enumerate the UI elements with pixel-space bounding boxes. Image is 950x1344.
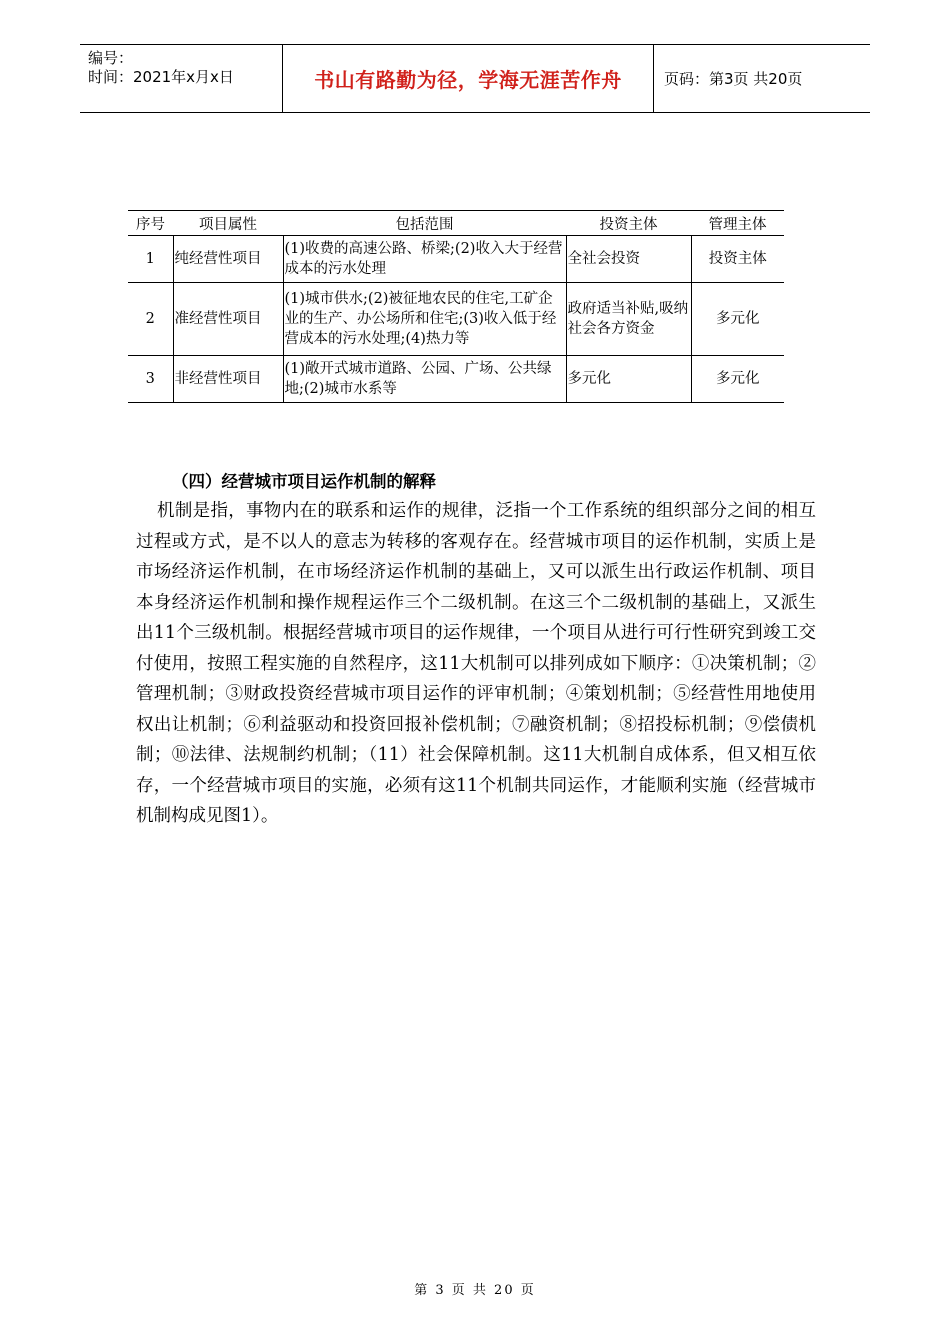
cell-attr: 非经营性项目 [173, 356, 283, 403]
cell-manager: 投资主体 [691, 236, 784, 283]
cell-investor: 全社会投资 [566, 236, 691, 283]
header-motto: 书山有路勤为径，学海无涯苦作舟 [282, 45, 654, 112]
header-meta [80, 45, 282, 112]
cell-scope: (1)城市供水;(2)被征地农民的住宅,工矿企业的生产、办公场所和住宅;(3)收入低于经营成本的污水处理;(4)热力等 [283, 283, 566, 356]
table-row [128, 283, 784, 356]
cell-investor: 多元化 [566, 356, 691, 403]
cell-scope: (1)收费的高速公路、桥梁;(2)收入大于经营成本的污水处理 [283, 236, 566, 283]
table-row [128, 236, 784, 283]
header-time-label: 时间：2021年x月x日 [88, 68, 234, 86]
table-header-row [128, 211, 784, 236]
page-footer: 第 3 页 共 20 页 [414, 1283, 536, 1298]
project-attribute-table [128, 210, 784, 403]
cell-scope: (1)敞开式城市道路、公园、广场、公共绿地;(2)城市水系等 [283, 356, 566, 403]
column-header-manager: 管理主体 [691, 211, 784, 236]
cell-investor: 政府适当补贴,吸纳社会各方资金 [566, 283, 691, 356]
header-page-label: 页码：第3页 共20页 [664, 70, 803, 88]
cell-no: 3 [128, 356, 173, 403]
cell-no: 2 [128, 283, 173, 356]
cell-no: 1 [128, 236, 173, 283]
table-row [128, 356, 784, 403]
column-header-scope: 包括范围 [283, 211, 566, 236]
cell-attr: 纯经营性项目 [173, 236, 283, 283]
cell-manager: 多元化 [691, 356, 784, 403]
project-table-wrapper [128, 210, 784, 403]
column-header-investor: 投资主体 [566, 211, 691, 236]
page-header [80, 44, 870, 113]
section-heading: （四）经营城市项目运作机制的解释 [172, 472, 436, 491]
cell-manager: 多元化 [691, 283, 784, 356]
column-header-no: 序号 [128, 211, 173, 236]
header-number-label: 编号： [88, 49, 134, 67]
cell-attr: 准经营性项目 [173, 283, 283, 356]
column-header-attr: 项目属性 [173, 211, 283, 236]
section-paragraph: 机制是指，事物内在的联系和运作的规律，泛指一个工作系统的组织部分之间的相互过程或方式，是不以人的意志为转移的客观存在。经营城市项目的运作机制，实质上是市场经济运作机制，在市场经济运作机制的基础上，又可以派生出行政运作机制、项目本身经济运作机制和操作规程运作三个二级机制。在这三个二级机制的基础上，又派生出11个三级机制。根据经营城市项目的运作规律，一个项目从进行可行性研究到竣工交付使用，按照工程实施的自然程序，这11大机制可以排列成如下顺序：①决策机制；②管理机制；③财政投资经营城市项目运作的评审机制；④策划机制；⑤经营性用地使用权出让机制；⑥利益驱动和投资回报补偿机制；⑦融资机制；⑧招投标机制；⑨偿债机制；⑩法律、法规制约机制；（11）社会保障机制。这11大机制自成体系，但又相互依存，一个经营城市项目的实施，必须有这11个机制共同运作，才能顺利实施（经营城市机制构成见图1）。 [136, 501, 816, 826]
